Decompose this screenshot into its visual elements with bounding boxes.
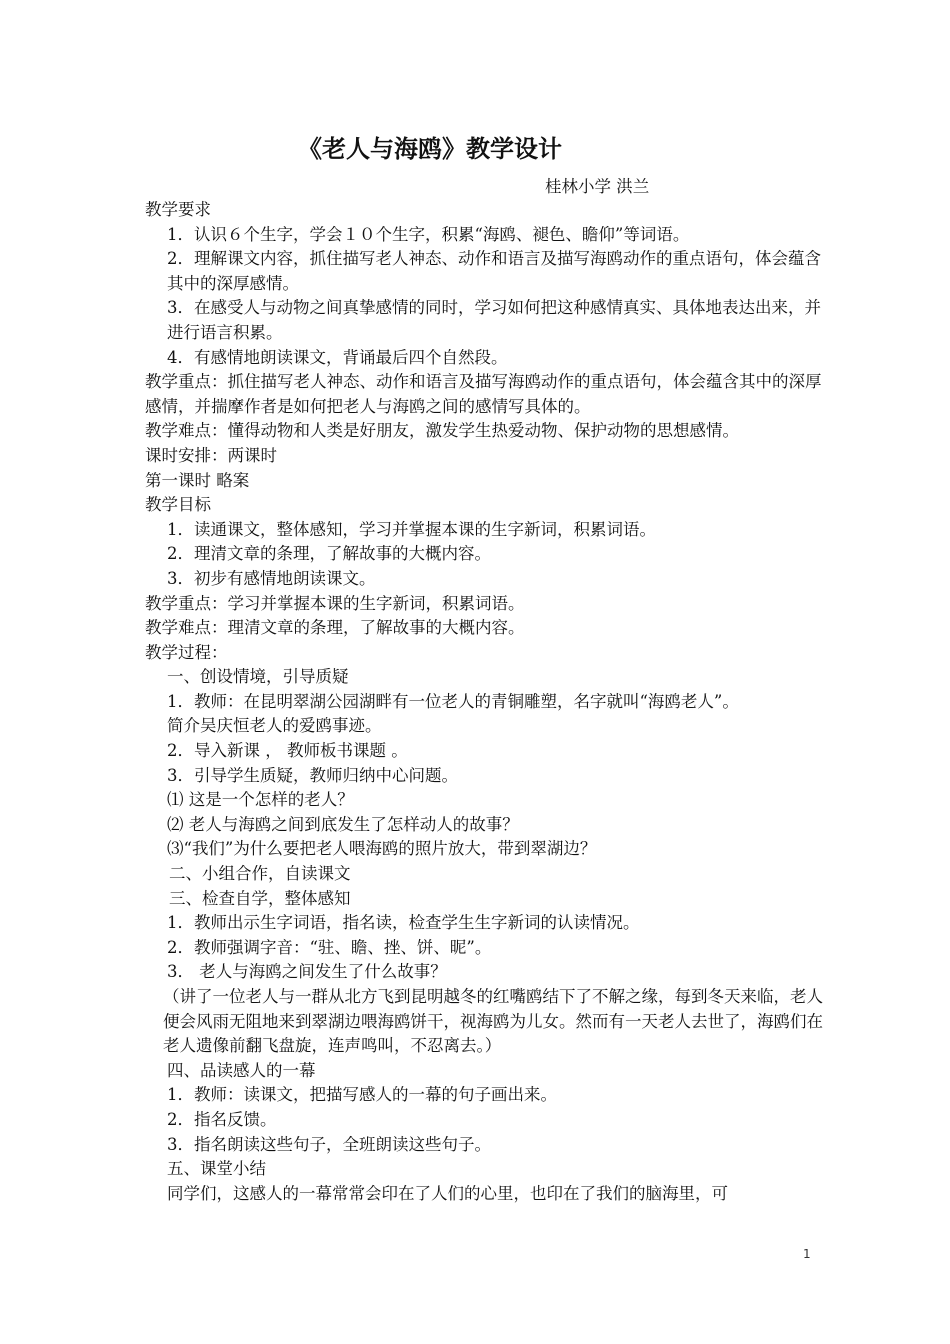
page-number: 1 xyxy=(803,1247,811,1261)
paragraph-line: 五、课堂小结 xyxy=(167,1159,266,1179)
paragraph-line: 2．理清文章的条理，了解故事的大概内容。 xyxy=(167,544,491,564)
paragraph-line: 课时安排：两课时 xyxy=(145,445,277,465)
paragraph-line: 1．读通课文，整体感知，学习并掌握本课的生字新词，积累词语。 xyxy=(167,519,656,539)
paragraph-line: 同学们，这感人的一幕常常会印在了人们的心里，也印在了我们的脑海里，可 xyxy=(167,1183,728,1203)
paragraph-line: 简介吴庆恒老人的爱鸥事迹。 xyxy=(167,716,382,736)
document-body xyxy=(145,198,835,1206)
paragraph-line: 1．教师：在昆明翠湖公园湖畔有一位老人的青铜雕塑，名字就叫“海鸥老人”。 xyxy=(167,691,739,711)
paragraph-line: 教学过程： xyxy=(145,642,228,662)
paragraph-line: 2．导入新课 ， 教师板书课题 。 xyxy=(167,741,408,761)
paragraph-line: 4．有感情地朗读课文，背诵最后四个自然段。 xyxy=(167,347,508,367)
document-title: 《老人与海鸥》教学设计 xyxy=(298,135,562,163)
paragraph-line: 一、创设情境，引导质疑 xyxy=(167,667,349,687)
paragraph-line: ⑴ 这是一个怎样的老人？ xyxy=(167,790,354,810)
paragraph-line: 二、小组合作，自读课文 xyxy=(169,864,351,884)
paragraph-line: 教学重点：抓住描写老人神态、动作和语言及描写海鸥动作的重点语句，体会蕴含其中的深厚感情，并揣摩作者是如何把老人与海鸥之间的感情写具体的。 xyxy=(145,372,822,416)
paragraph-line: 教学目标 xyxy=(145,495,211,515)
paragraph-line: 三、检查自学，整体感知 xyxy=(169,888,351,908)
paragraph-line: 1．教师出示生字词语，指名读，检查学生生字新词的认读情况。 xyxy=(167,913,640,933)
paragraph-line: 1．教师：读课文，把描写感人的一幕的句子画出来。 xyxy=(167,1085,557,1105)
paragraph-line: （讲了一位老人与一群从北方飞到昆明越冬的红嘴鸥结下了不解之缘，每到冬天来临，老人便会风雨无阻地来到翠湖边喂海鸥饼干，视海鸥为儿女。然而有一天老人去世了，海鸥们在老人遗像前翻飞盘旋，连声鸣叫，不忍离去。） xyxy=(163,987,823,1056)
paragraph-line: 教学难点：理清文章的条理，了解故事的大概内容。 xyxy=(145,618,525,638)
paragraph-line: 3．指名朗读这些句子，全班朗读这些句子。 xyxy=(167,1134,491,1154)
paragraph-line: 1．认识６个生字，学会１０个生字，积累“海鸥、褪色、瞻仰”等词语。 xyxy=(167,224,690,244)
paragraph-line: ⑵ 老人与海鸥之间到底发生了怎样动人的故事？ xyxy=(167,814,519,834)
author-line: 桂林小学 洪兰 xyxy=(545,177,650,196)
paragraph-line: 教学难点：懂得动物和人类是好朋友，激发学生热爱动物、保护动物的思想感情。 xyxy=(145,421,739,441)
paragraph-line: 教学重点：学习并掌握本课的生字新词，积累词语。 xyxy=(145,593,525,613)
paragraph-line: 3． 老人与海鸥之间发生了什么故事？ xyxy=(167,962,447,982)
paragraph-line: ⑶“我们”为什么要把老人喂海鸥的照片放大，带到翠湖边？ xyxy=(167,839,597,859)
paragraph-line: 3．在感受人与动物之间真挚感情的同时，学习如何把这种感情真实、具体地表达出来，并进行语言积累。 xyxy=(167,298,821,342)
paragraph-line: 3．引导学生质疑，教师归纳中心问题。 xyxy=(167,765,458,785)
paragraph-line: 2．指名反馈。 xyxy=(167,1109,277,1129)
paragraph-line: 2．教师强调字音：“驻、瞻、挫、饼、昵”。 xyxy=(167,937,492,957)
paragraph-line: 教学要求 xyxy=(145,200,211,219)
paragraph-line: 四、品读感人的一幕 xyxy=(167,1060,316,1080)
paragraph-line: 第一课时 略案 xyxy=(145,470,250,490)
paragraph-line: 3．初步有感情地朗读课文。 xyxy=(167,568,376,588)
paragraph-line: 2．理解课文内容，抓住描写老人神态、动作和语言及描写海鸥动作的重点语句，体会蕴含其中的深厚感情。 xyxy=(167,249,821,293)
